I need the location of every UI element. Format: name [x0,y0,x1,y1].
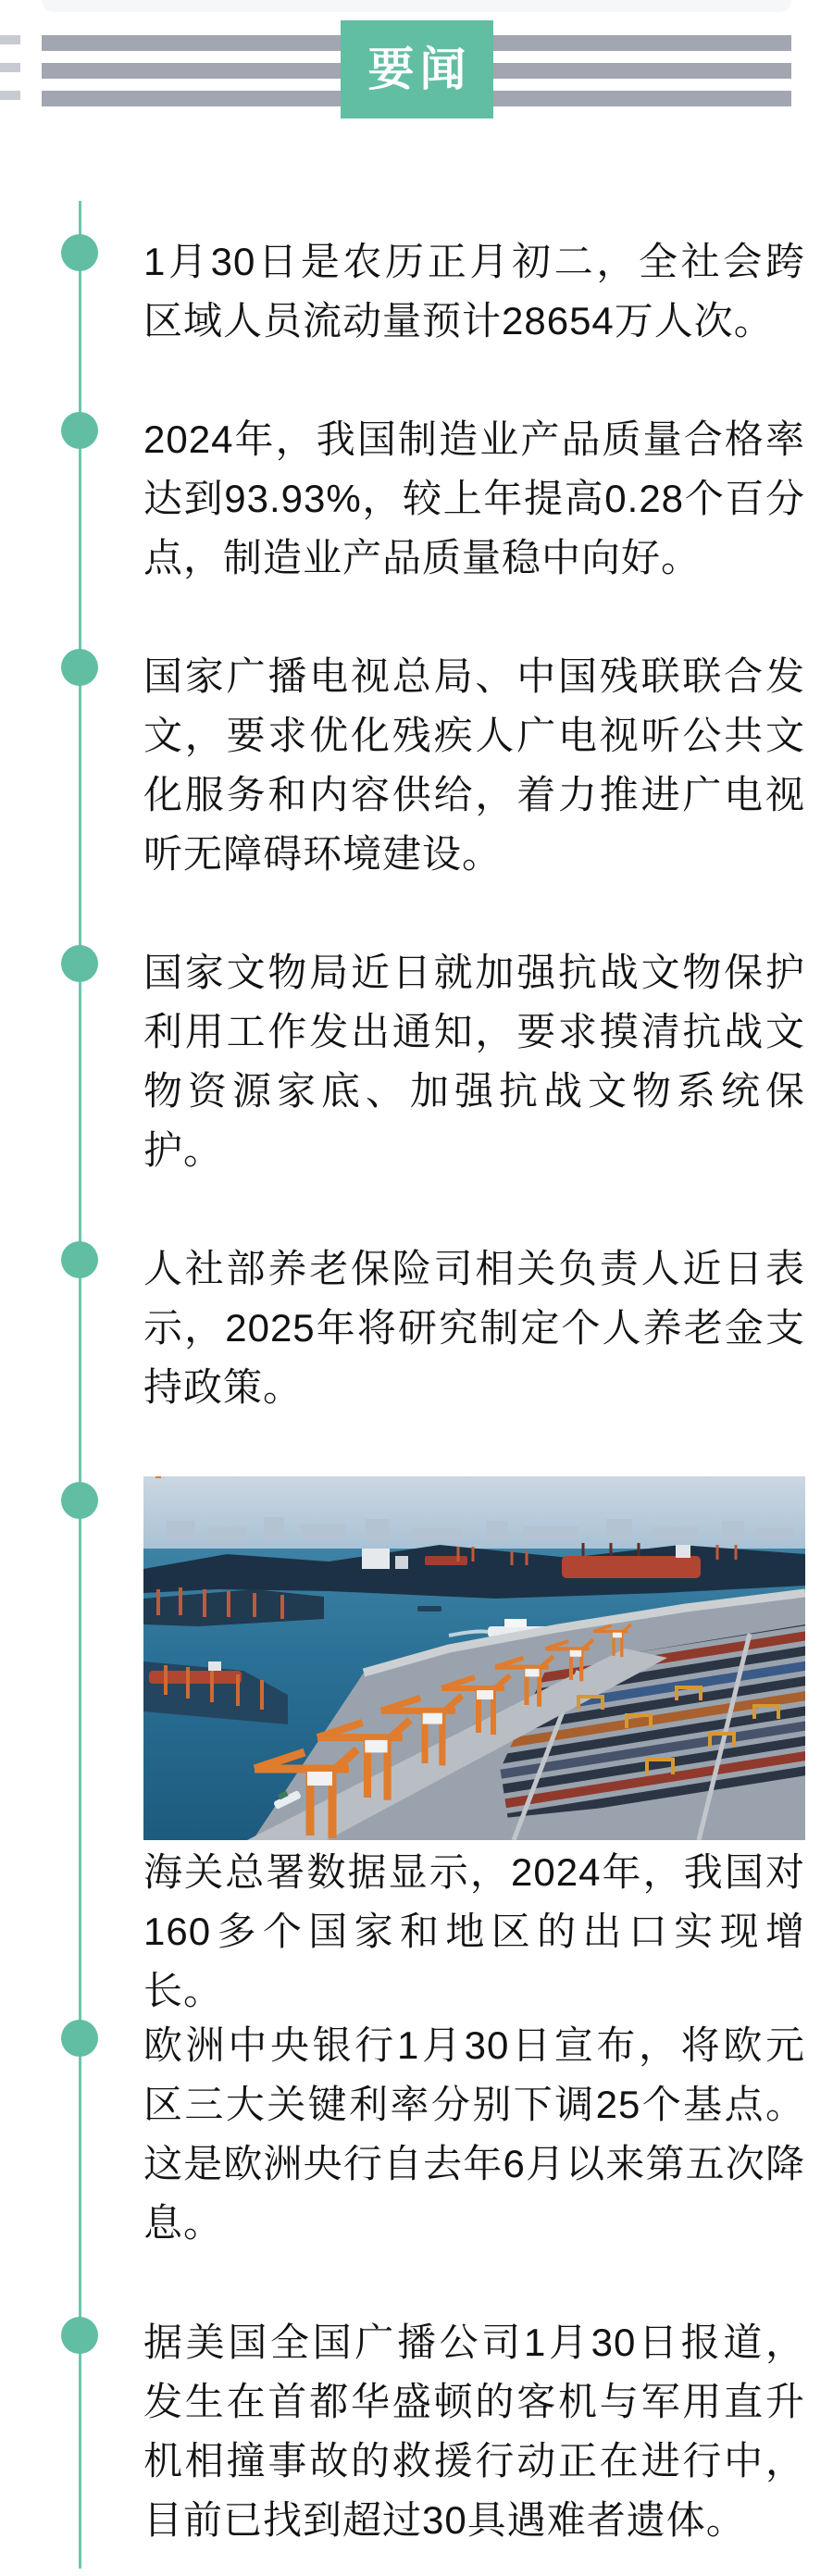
header-stripe-stub [0,91,20,100]
news-item-4: 国家文物局近日就加强抗战文物保护利用工作发出通知，要求摸清抗战文物资源家底、加强抗战文物系统保护。 [143,951,805,1172]
news-item-3: 国家广播电视总局、中国残联联合发文，要求优化残疾人广电视听公共文化服务和内容供给，着力推进广电视听无障碍环境建设。 [143,654,805,876]
header-stripe-stub [0,63,20,72]
port-photo-illustration [143,1476,805,1840]
news-item-7: 欧洲中央银行1月30日宣布，将欧元区三大关键利率分别下调25个基点。这是欧洲央行自去年6月以来第五次降息。 [143,2023,805,2245]
previous-card-bottom-edge [42,0,791,12]
timeline-dot [61,649,98,686]
section-title: 要闻 [367,44,472,95]
timeline-dot [61,412,98,449]
news-item-1: 1月30日是农历正月初二，全社会跨区域人员流动量预计28654万人次。 [143,240,805,342]
photo-caption: 海关总署数据显示，2024年，我国对160多个国家和地区的出口实现增长。 [143,1850,805,2012]
section-title-box [341,20,493,118]
timeline-dot [61,1241,98,1278]
header-stripe-stub [0,35,20,44]
news-item-2: 2024年，我国制造业产品质量合格率达到93.93%，较上年提高0.28个百分点，制造业产品质量稳中向好。 [143,417,805,579]
timeline-dot [61,1482,98,1519]
timeline-dot [61,945,98,982]
news-item-5: 人社部养老保险司相关负责人近日表示，2025年将研究制定个人养老金支持政策。 [143,1247,805,1409]
timeline-line [79,201,81,2569]
news-item-8: 据美国全国广播公司1月30日报道，发生在首都华盛顿的客机与军用直升机相撞事故的救援行动正在进行中，目前已找到超过30具遇难者遗体。 [143,2321,805,2542]
timeline-dot [61,2020,98,2057]
port-aerial-photo[interactable] [143,1476,805,1840]
timeline-dot [61,2317,98,2354]
timeline-dot [61,234,98,271]
